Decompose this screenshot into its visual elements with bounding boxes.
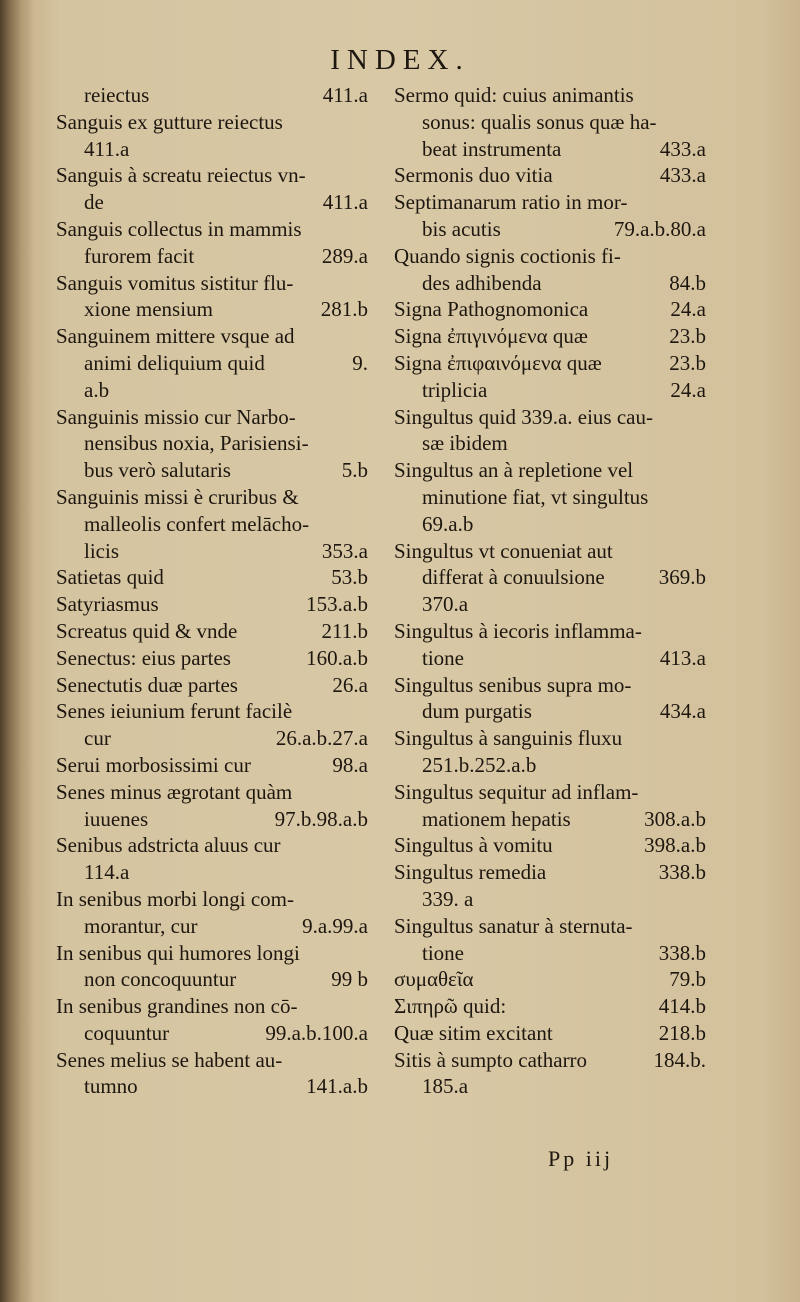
index-entry xyxy=(56,82,368,109)
entry-text: bus verò salutaris xyxy=(84,458,231,483)
index-entry xyxy=(394,913,706,967)
index-line xyxy=(394,350,706,377)
entry-text: Sanguinis missio cur Narbo- xyxy=(56,404,296,429)
entry-text: mationem hepatis xyxy=(422,806,571,831)
index-line xyxy=(56,189,368,216)
index-entry xyxy=(394,350,706,404)
index-line xyxy=(56,109,368,136)
entry-text: Quando signis coctionis fi- xyxy=(394,243,621,268)
index-line xyxy=(394,859,706,886)
index-entry xyxy=(394,832,706,859)
index-entry xyxy=(56,940,368,994)
entry-text: beat instrumenta xyxy=(422,136,562,161)
page-reference: 9.a.99.a xyxy=(302,913,368,938)
entry-text: Quæ sitim excitant xyxy=(394,1020,553,1045)
page-reference: 153.a.b xyxy=(306,592,368,617)
entry-text: Sanguis ex gutture reiectus xyxy=(56,109,283,134)
index-entry xyxy=(56,162,368,216)
entry-text: licis xyxy=(84,538,119,563)
index-line xyxy=(56,940,368,967)
index-entry xyxy=(56,323,368,403)
index-entry xyxy=(56,404,368,484)
index-entry xyxy=(56,645,368,672)
index-line xyxy=(56,725,368,752)
index-line xyxy=(394,511,706,538)
index-entry xyxy=(56,832,368,886)
index-line xyxy=(394,82,706,109)
entry-text: Singultus sanatur à sternuta- xyxy=(394,913,633,938)
index-line xyxy=(56,966,368,993)
entry-text: Singultus quid 339.a. eius cau- xyxy=(394,404,653,429)
index-line xyxy=(56,993,368,1020)
entry-text: Singultus senibus supra mo- xyxy=(394,672,632,697)
entry-text: Senes ieiunium ferunt facilè xyxy=(56,699,293,724)
entry-text: 339. a xyxy=(422,886,474,911)
index-line xyxy=(394,136,706,163)
index-line xyxy=(394,725,706,752)
index-entry xyxy=(56,109,368,163)
index-line xyxy=(394,216,706,243)
entry-text: Senes melius se habent au- xyxy=(56,1047,283,1072)
entry-text: Satietas quid xyxy=(56,565,164,590)
index-line xyxy=(394,993,706,1020)
index-line xyxy=(394,913,706,940)
index-line xyxy=(56,457,368,484)
entry-text: iuuenes xyxy=(84,806,149,831)
index-line xyxy=(56,591,368,618)
index-entry xyxy=(56,270,368,324)
index-entry xyxy=(56,993,368,1047)
page-reference: 9. xyxy=(352,350,368,375)
index-entry xyxy=(394,538,706,618)
entry-text: Sanguinis missi è cruribus & xyxy=(56,484,299,509)
index-line xyxy=(394,404,706,431)
entry-text: 411.a xyxy=(84,136,130,161)
signature-mark: Pp iij xyxy=(548,1146,614,1171)
index-line xyxy=(394,618,706,645)
index-line xyxy=(56,886,368,913)
entry-text: dum purgatis xyxy=(422,699,532,724)
index-line xyxy=(56,779,368,806)
page-reference: 26.a xyxy=(332,672,368,697)
page-reference: 53.b xyxy=(331,565,368,590)
index-line xyxy=(394,270,706,297)
entry-text: In senibus qui humores longi xyxy=(56,940,300,965)
entry-text: In senibus morbi longi com- xyxy=(56,886,294,911)
entry-text: furorem facit xyxy=(84,243,195,268)
binding-edge xyxy=(0,0,34,1302)
page-reference: 433.a xyxy=(659,136,706,161)
entry-text: tione xyxy=(422,645,464,670)
page-reference: 79.a.b.80.a xyxy=(613,216,706,241)
entry-text: Singultus à sanguinis fluxu xyxy=(394,726,623,751)
index-entry xyxy=(56,484,368,564)
page-reference: 24.a xyxy=(670,377,706,402)
index-line xyxy=(394,698,706,725)
page-reference: 23.b xyxy=(669,324,706,349)
index-entry xyxy=(394,779,706,833)
entry-text: Sanguis vomitus sistitur flu- xyxy=(56,270,294,295)
entry-text: 69.a.b xyxy=(422,511,474,536)
index-entry xyxy=(56,672,368,699)
page-reference: 97.b.98.a.b xyxy=(274,806,368,831)
page-reference: 84.b xyxy=(669,270,706,295)
index-line xyxy=(56,377,368,404)
entry-text: des adhibenda xyxy=(422,270,542,295)
index-line xyxy=(394,832,706,859)
index-line xyxy=(394,162,706,189)
index-line xyxy=(56,350,368,377)
page-reference: 141.a.b xyxy=(306,1074,368,1099)
index-entry xyxy=(394,672,706,726)
entry-text: In senibus grandines non cō- xyxy=(56,994,298,1019)
page-reference: 338.b xyxy=(658,940,706,965)
page-reference: 160.a.b xyxy=(306,645,368,670)
index-entry xyxy=(56,886,368,940)
index-line xyxy=(56,859,368,886)
index-entry xyxy=(394,457,706,537)
entry-text: differat à conuulsione xyxy=(422,565,605,590)
entry-text: malleolis confert melācho- xyxy=(84,511,310,536)
entry-text: coquuntur xyxy=(84,1020,170,1045)
index-entry xyxy=(394,993,706,1020)
entry-text: Σιπηρῶ quid: xyxy=(394,994,507,1019)
index-entry xyxy=(394,859,706,913)
left-index-column xyxy=(56,82,368,1100)
index-line xyxy=(394,779,706,806)
index-entry xyxy=(394,189,706,243)
index-entry xyxy=(56,564,368,591)
page-reference: 184.b. xyxy=(653,1047,706,1072)
index-line xyxy=(394,806,706,833)
page-reference: 369.b xyxy=(658,565,706,590)
entry-text: animi deliquium quid xyxy=(84,350,265,375)
index-line xyxy=(394,377,706,404)
entry-text: Singultus à iecoris inflamma- xyxy=(394,618,642,643)
entry-text: nensibus noxia, Parisiensi- xyxy=(84,431,309,456)
index-entry xyxy=(394,162,706,189)
index-entry xyxy=(394,725,706,779)
index-entry xyxy=(394,966,706,993)
entry-text: 370.a xyxy=(422,592,469,617)
page-header: INDEX. xyxy=(330,44,470,76)
entry-text: Singultus sequitur ad inflam- xyxy=(394,779,639,804)
entry-text: Serui morbosissimi cur xyxy=(56,752,251,777)
entry-text: Signa Pathognomonica xyxy=(394,297,589,322)
index-line xyxy=(56,162,368,189)
index-line xyxy=(56,1020,368,1047)
index-line xyxy=(56,1047,368,1074)
index-entry xyxy=(56,618,368,645)
index-entry xyxy=(394,1047,706,1101)
index-line xyxy=(56,484,368,511)
index-entry xyxy=(394,296,706,323)
index-line xyxy=(394,672,706,699)
index-line xyxy=(394,189,706,216)
index-line xyxy=(56,1073,368,1100)
entry-text: Sanguis collectus in mammis xyxy=(56,216,302,241)
index-entry xyxy=(56,216,368,270)
index-line xyxy=(394,966,706,993)
index-line xyxy=(394,591,706,618)
entry-text: tumno xyxy=(84,1074,138,1099)
entry-text: tione xyxy=(422,940,464,965)
entry-text: Sanguis à screatu reiectus vn- xyxy=(56,163,306,188)
index-entry xyxy=(394,618,706,672)
index-entry xyxy=(394,323,706,350)
entry-text: Sitis à sumpto catharro xyxy=(394,1047,588,1072)
entry-text: sæ ibidem xyxy=(422,431,508,456)
page-reference: 218.b xyxy=(658,1020,706,1045)
entry-text: Singultus à vomitu xyxy=(394,833,553,858)
page-reference: 411.a xyxy=(322,190,368,215)
entry-text: morantur, cur xyxy=(84,913,198,938)
index-line xyxy=(56,296,368,323)
entry-text: Sermo quid: cuius animantis xyxy=(394,83,634,107)
index-line xyxy=(56,618,368,645)
page-reference: 99 b xyxy=(331,967,368,992)
index-entry xyxy=(56,779,368,833)
index-entry xyxy=(56,698,368,752)
index-entry xyxy=(394,404,706,458)
index-line xyxy=(394,564,706,591)
index-line xyxy=(394,1020,706,1047)
index-entry xyxy=(56,591,368,618)
index-line xyxy=(394,243,706,270)
entry-text: Senectus: eius partes xyxy=(56,645,231,670)
page-reference: 5.b xyxy=(341,458,368,483)
index-line xyxy=(56,82,368,109)
index-line xyxy=(394,484,706,511)
entry-text: Senectutis duæ partes xyxy=(56,672,238,697)
entry-text: Singultus an à repletione vel xyxy=(394,458,634,483)
entry-text: cur xyxy=(84,726,111,751)
index-line xyxy=(56,136,368,163)
index-line xyxy=(394,109,706,136)
entry-text: de xyxy=(84,190,104,215)
page-reference: 433.a xyxy=(659,163,706,188)
index-entry xyxy=(56,752,368,779)
page-reference: 308.a.b xyxy=(644,806,706,831)
index-line xyxy=(56,645,368,672)
index-line xyxy=(56,564,368,591)
page-reference: 281.b xyxy=(320,297,368,322)
entry-text: sonus: qualis sonus quæ ha- xyxy=(422,109,657,134)
index-line xyxy=(56,538,368,565)
index-line xyxy=(394,296,706,323)
entry-text: Singultus remedia xyxy=(394,860,547,885)
entry-text: non concoquuntur xyxy=(84,967,237,992)
entry-text: xione mensium xyxy=(84,297,213,322)
entry-text: Senes minus ægrotant quàm xyxy=(56,779,293,804)
entry-text: reiectus xyxy=(84,83,150,107)
index-line xyxy=(394,1073,706,1100)
index-line xyxy=(394,940,706,967)
index-line xyxy=(56,243,368,270)
page-reference: 79.b xyxy=(669,967,706,992)
entry-text: Sanguinem mittere vsque ad xyxy=(56,324,295,349)
index-line xyxy=(56,404,368,431)
index-line xyxy=(56,913,368,940)
page-reference: 398.a.b xyxy=(644,833,706,858)
index-line xyxy=(56,323,368,350)
entry-text: Signa ἐπιφαινόμενα quæ xyxy=(394,350,602,375)
index-line xyxy=(56,511,368,538)
entry-text: Screatus quid & vnde xyxy=(56,618,238,643)
index-line xyxy=(394,323,706,350)
entry-text: Senibus adstricta aluus cur xyxy=(56,833,281,858)
index-entry xyxy=(56,1047,368,1101)
index-line xyxy=(394,752,706,779)
entry-text: a.b xyxy=(84,377,110,402)
index-line xyxy=(56,832,368,859)
index-line xyxy=(56,270,368,297)
entry-text: bis acutis xyxy=(422,216,501,241)
page-reference: 99.a.b.100.a xyxy=(265,1020,368,1045)
entry-text: triplicia xyxy=(422,377,488,402)
entry-text: Satyriasmus xyxy=(56,592,159,617)
index-line xyxy=(394,538,706,565)
index-line xyxy=(56,430,368,457)
index-line xyxy=(394,645,706,672)
entry-text: minutione fiat, vt singultus xyxy=(422,484,649,509)
index-line xyxy=(56,752,368,779)
index-line xyxy=(394,430,706,457)
index-entry xyxy=(394,1020,706,1047)
page-reference: 434.a xyxy=(659,699,706,724)
entry-text: Singultus vt conueniat aut xyxy=(394,538,613,563)
page-reference: 211.b xyxy=(321,618,368,643)
page-reference: 338.b xyxy=(658,860,706,885)
entry-text: Septimanarum ratio in mor- xyxy=(394,190,628,215)
entry-text: Signa ἐπιγινόμενα quæ xyxy=(394,324,588,349)
page-reference: 26.a.b.27.a xyxy=(275,726,368,751)
index-line xyxy=(394,1047,706,1074)
entry-text: Sermonis duo vitia xyxy=(394,163,553,188)
index-line xyxy=(56,216,368,243)
page-reference: 414.b xyxy=(658,994,706,1019)
page-reference: 98.a xyxy=(332,752,368,777)
entry-text: 114.a xyxy=(84,860,130,885)
page-reference: 413.a xyxy=(659,645,706,670)
right-index-column xyxy=(394,82,706,1100)
index-entry xyxy=(394,82,706,162)
entry-text: 185.a xyxy=(422,1074,469,1099)
page-reference: 411.a xyxy=(322,83,368,107)
index-entry xyxy=(394,243,706,297)
entry-text: συμαθεῖα xyxy=(394,967,474,992)
index-line xyxy=(394,457,706,484)
index-line xyxy=(56,672,368,699)
index-line xyxy=(394,886,706,913)
index-line xyxy=(56,698,368,725)
index-line xyxy=(56,806,368,833)
page-reference: 23.b xyxy=(669,350,706,375)
entry-text: 251.b.252.a.b xyxy=(422,752,537,777)
page-reference: 353.a xyxy=(321,538,368,563)
page-reference: 289.a xyxy=(321,243,368,268)
page-reference: 24.a xyxy=(670,297,706,322)
